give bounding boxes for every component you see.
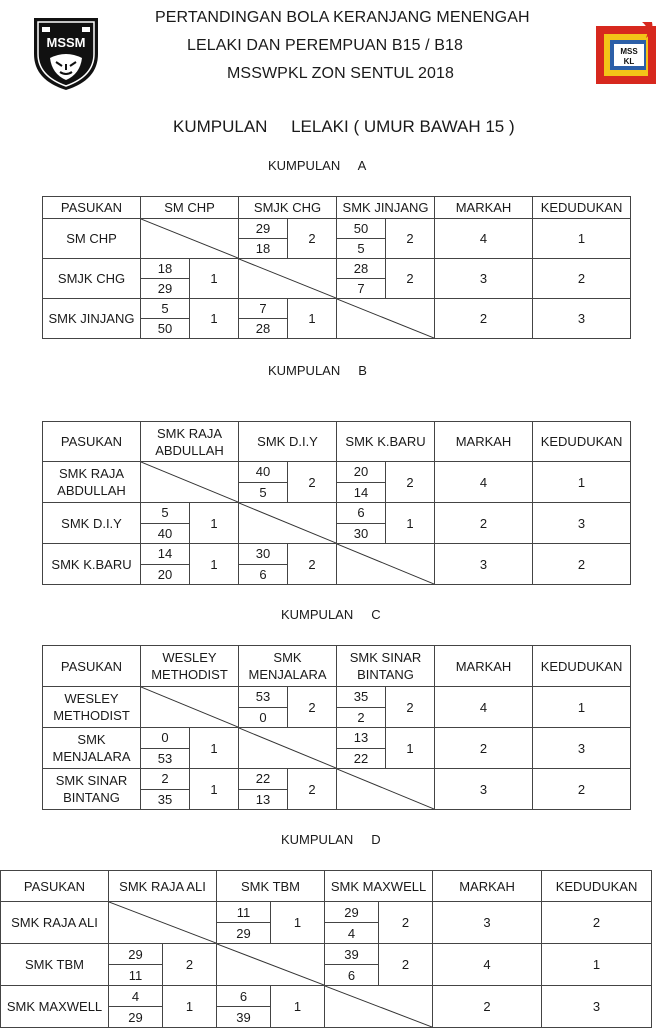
header-team: SMK K.BARU xyxy=(337,422,435,462)
table-row xyxy=(43,769,631,790)
match-points: 1 xyxy=(288,299,337,339)
kedudukan-value: 2 xyxy=(533,769,631,810)
mssm-shield-logo xyxy=(30,14,102,92)
score-for: 53 xyxy=(239,687,288,708)
score-against: 28 xyxy=(239,319,288,339)
self-match-cell xyxy=(239,503,337,544)
header-markah: MARKAH xyxy=(433,871,542,902)
header-pasukan: PASUKAN xyxy=(43,646,141,687)
self-match-cell xyxy=(141,687,239,728)
markah-value: 4 xyxy=(435,219,533,259)
match-points: 2 xyxy=(288,687,337,728)
table-row xyxy=(43,687,631,708)
markah-value: 4 xyxy=(435,687,533,728)
score-for: 29 xyxy=(239,219,288,239)
score-for: 29 xyxy=(109,944,163,965)
markah-value: 3 xyxy=(435,769,533,810)
header-pasukan: PASUKAN xyxy=(43,197,141,219)
match-points: 1 xyxy=(163,986,217,1028)
score-for: 6 xyxy=(337,503,386,524)
team-name: SMK RAJA ALI xyxy=(1,902,109,944)
kedudukan-value: 3 xyxy=(533,503,631,544)
header-row xyxy=(43,422,631,462)
match-points: 2 xyxy=(386,259,435,299)
score-for: 40 xyxy=(239,462,288,483)
match-points: 2 xyxy=(288,219,337,259)
kedudukan-value: 3 xyxy=(542,986,652,1028)
title-line-3: MSSWPKL ZON SENTUL 2018 xyxy=(227,65,454,82)
match-points: 2 xyxy=(386,462,435,503)
match-points: 2 xyxy=(379,944,433,986)
match-points: 2 xyxy=(379,902,433,944)
score-against: 11 xyxy=(109,965,163,986)
kedudukan-value: 2 xyxy=(533,544,631,585)
header-row xyxy=(1,871,652,902)
match-points: 1 xyxy=(271,986,325,1028)
score-against: 18 xyxy=(239,239,288,259)
header-team: SMK MENJALARA xyxy=(239,646,337,687)
score-for: 35 xyxy=(337,687,386,708)
score-against: 40 xyxy=(141,523,190,544)
score-against: 22 xyxy=(337,748,386,769)
table-row xyxy=(43,462,631,483)
msskl-logo xyxy=(590,18,662,90)
match-points: 1 xyxy=(271,902,325,944)
markah-value: 2 xyxy=(435,503,533,544)
score-for: 5 xyxy=(141,299,190,319)
markah-value: 4 xyxy=(435,462,533,503)
table-row xyxy=(43,728,631,749)
match-points: 1 xyxy=(190,299,239,339)
match-points: 2 xyxy=(386,219,435,259)
self-match-cell xyxy=(141,462,239,503)
match-points: 1 xyxy=(386,728,435,769)
header-team: SMK SINAR BINTANG xyxy=(337,646,435,687)
markah-value: 3 xyxy=(433,902,542,944)
score-against: 5 xyxy=(239,482,288,503)
kedudukan-value: 1 xyxy=(542,944,652,986)
score-against: 29 xyxy=(217,923,271,944)
header-kedudukan: KEDUDUKAN xyxy=(533,422,631,462)
header-row xyxy=(43,646,631,687)
group-c-table xyxy=(42,645,631,810)
team-name: SMK SINAR BINTANG xyxy=(43,769,141,810)
header-pasukan: PASUKAN xyxy=(1,871,109,902)
match-points: 1 xyxy=(190,259,239,299)
svg-text:MSS: MSS xyxy=(620,47,638,56)
score-for: 7 xyxy=(239,299,288,319)
header-markah: MARKAH xyxy=(435,646,533,687)
score-against: 29 xyxy=(141,279,190,299)
group-d-table xyxy=(0,870,652,1028)
score-for: 30 xyxy=(239,544,288,565)
score-against: 53 xyxy=(141,748,190,769)
header-team: SMK MAXWELL xyxy=(325,871,433,902)
self-match-cell xyxy=(141,219,239,259)
score-against: 50 xyxy=(141,319,190,339)
table-row xyxy=(43,503,631,524)
team-name: SMK K.BARU xyxy=(43,544,141,585)
header-team: SMK JINJANG xyxy=(337,197,435,219)
team-name: SMJK CHG xyxy=(43,259,141,299)
header-kedudukan: KEDUDUKAN xyxy=(542,871,652,902)
table-row xyxy=(1,986,652,1007)
header-row xyxy=(43,197,631,219)
score-for: 20 xyxy=(337,462,386,483)
kedudukan-value: 3 xyxy=(533,299,631,339)
team-name: WESLEY METHODIST xyxy=(43,687,141,728)
score-against: 39 xyxy=(217,1007,271,1028)
score-for: 18 xyxy=(141,259,190,279)
score-against: 7 xyxy=(337,279,386,299)
match-points: 2 xyxy=(386,687,435,728)
header-team: SMJK CHG xyxy=(239,197,337,219)
team-name: SMK MENJALARA xyxy=(43,728,141,769)
group-a-table xyxy=(42,196,631,339)
markah-value: 2 xyxy=(435,728,533,769)
score-for: 22 xyxy=(239,769,288,790)
team-name: SMK MAXWELL xyxy=(1,986,109,1028)
self-match-cell xyxy=(239,259,337,299)
self-match-cell xyxy=(325,986,433,1028)
score-against: 20 xyxy=(141,564,190,585)
match-points: 1 xyxy=(190,544,239,585)
header-team: WESLEY METHODIST xyxy=(141,646,239,687)
group-label-c: KUMPULAN C xyxy=(281,607,381,622)
header-pasukan: PASUKAN xyxy=(43,422,141,462)
self-match-cell xyxy=(239,728,337,769)
kedudukan-value: 3 xyxy=(533,728,631,769)
header-markah: MARKAH xyxy=(435,197,533,219)
markah-value: 3 xyxy=(435,259,533,299)
kedudukan-value: 1 xyxy=(533,219,631,259)
self-match-cell xyxy=(217,944,325,986)
self-match-cell xyxy=(109,902,217,944)
header-kedudukan: KEDUDUKAN xyxy=(533,646,631,687)
score-for: 6 xyxy=(217,986,271,1007)
title-line-1: PERTANDINGAN BOLA KERANJANG MENENGAH xyxy=(155,9,530,26)
kedudukan-value: 1 xyxy=(533,462,631,503)
table-row xyxy=(1,902,652,923)
self-match-cell xyxy=(337,299,435,339)
score-for: 11 xyxy=(217,902,271,923)
table-row xyxy=(43,544,631,565)
header-team: SMK RAJA ABDULLAH xyxy=(141,422,239,462)
score-against: 35 xyxy=(141,789,190,810)
kedudukan-value: 2 xyxy=(542,902,652,944)
score-for: 14 xyxy=(141,544,190,565)
markah-value: 3 xyxy=(435,544,533,585)
header-markah: MARKAH xyxy=(435,422,533,462)
team-name: SMK D.I.Y xyxy=(43,503,141,544)
self-match-cell xyxy=(337,544,435,585)
match-points: 1 xyxy=(386,503,435,544)
match-points: 1 xyxy=(190,503,239,544)
kedudukan-value: 1 xyxy=(533,687,631,728)
header-team: SMK RAJA ALI xyxy=(109,871,217,902)
score-against: 5 xyxy=(337,239,386,259)
team-name: SMK JINJANG xyxy=(43,299,141,339)
score-against: 14 xyxy=(337,482,386,503)
markah-value: 4 xyxy=(433,944,542,986)
score-against: 30 xyxy=(337,523,386,544)
score-for: 13 xyxy=(337,728,386,749)
group-label-d: KUMPULAN D xyxy=(281,832,381,847)
match-points: 1 xyxy=(190,769,239,810)
score-for: 28 xyxy=(337,259,386,279)
markah-value: 2 xyxy=(433,986,542,1028)
score-for: 39 xyxy=(325,944,379,965)
score-for: 2 xyxy=(141,769,190,790)
score-against: 6 xyxy=(239,564,288,585)
group-label-a: KUMPULAN A xyxy=(268,158,367,173)
table-row xyxy=(43,219,631,239)
table-row xyxy=(1,944,652,965)
self-match-cell xyxy=(337,769,435,810)
team-name: SMK RAJA ABDULLAH xyxy=(43,462,141,503)
svg-text:KL: KL xyxy=(623,57,635,66)
table-row xyxy=(43,299,631,319)
kedudukan-value: 2 xyxy=(533,259,631,299)
svg-text:MSSM: MSSM xyxy=(46,35,86,50)
score-against: 13 xyxy=(239,789,288,810)
score-against: 0 xyxy=(239,707,288,728)
team-name: SMK TBM xyxy=(1,944,109,986)
team-name: SM CHP xyxy=(43,219,141,259)
match-points: 2 xyxy=(163,944,217,986)
match-points: 2 xyxy=(288,544,337,585)
group-label-b: KUMPULAN B xyxy=(268,363,367,378)
category-heading: KUMPULAN LELAKI ( UMUR BAWAH 15 ) xyxy=(173,117,515,136)
score-against: 6 xyxy=(325,965,379,986)
score-for: 29 xyxy=(325,902,379,923)
table-row xyxy=(43,259,631,279)
header-team: SM CHP xyxy=(141,197,239,219)
score-for: 50 xyxy=(337,219,386,239)
score-against: 4 xyxy=(325,923,379,944)
title-line-2: LELAKI DAN PEREMPUAN B15 / B18 xyxy=(187,37,463,54)
match-points: 1 xyxy=(190,728,239,769)
score-for: 0 xyxy=(141,728,190,749)
score-for: 4 xyxy=(109,986,163,1007)
header-team: SMK TBM xyxy=(217,871,325,902)
markah-value: 2 xyxy=(435,299,533,339)
group-b-table xyxy=(42,421,631,585)
header-team: SMK D.I.Y xyxy=(239,422,337,462)
match-points: 2 xyxy=(288,769,337,810)
match-points: 2 xyxy=(288,462,337,503)
score-for: 5 xyxy=(141,503,190,524)
score-against: 29 xyxy=(109,1007,163,1028)
score-against: 2 xyxy=(337,707,386,728)
header-kedudukan: KEDUDUKAN xyxy=(533,197,631,219)
